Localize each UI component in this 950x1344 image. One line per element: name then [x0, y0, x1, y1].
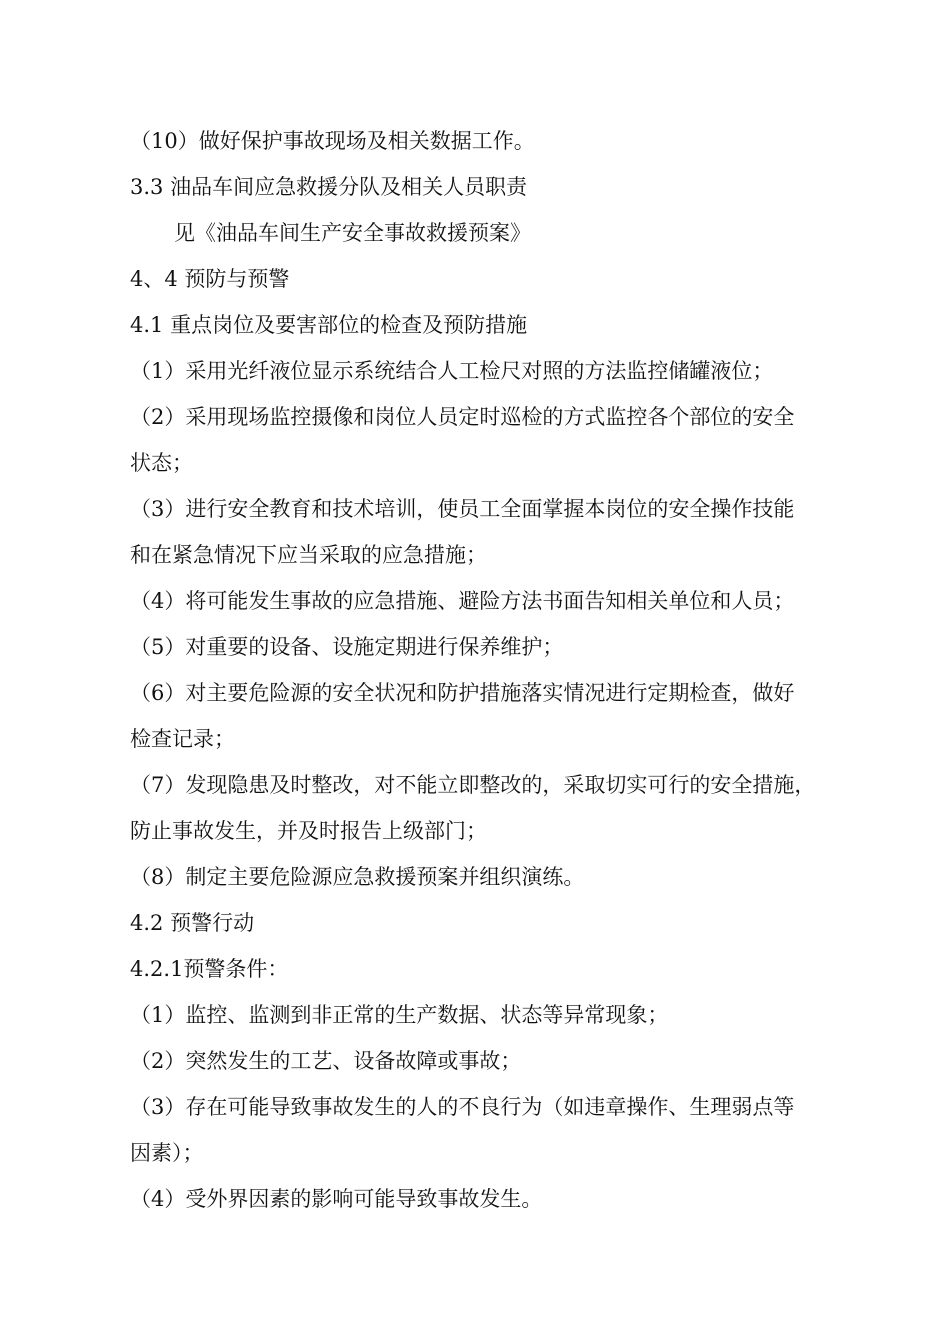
text-line: （1）监控、监测到非正常的生产数据、状态等异常现象；: [130, 1003, 669, 1027]
text-line: 见《油品车间生产安全事故救援预案》: [174, 221, 531, 245]
text-line: （8）制定主要危险源应急救援预案并组织演练。: [130, 865, 585, 889]
text-line: （3）存在可能导致事故发生的人的不良行为（如违章操作、生理弱点等: [130, 1095, 795, 1119]
section-heading: 4.1 重点岗位及要害部位的检查及预防措施: [130, 313, 528, 337]
text-line: 因素）；: [130, 1141, 204, 1165]
text-line: 和在紧急情况下应当采取的应急措施；: [130, 543, 487, 567]
section-heading: 4、4 预防与预警: [130, 267, 290, 291]
text-line: （2）采用现场监控摄像和岗位人员定时巡检的方式监控各个部位的安全: [130, 405, 795, 429]
section-heading: 4.2.1预警条件：: [130, 957, 289, 981]
text-line: 检查记录；: [130, 727, 235, 751]
document-body: [130, 118, 840, 1222]
text-line: 防止事故发生，并及时报告上级部门；: [130, 819, 487, 843]
text-line: （6）对主要危险源的安全状况和防护措施落实情况进行定期检查，做好: [130, 681, 795, 705]
text-line: （4）将可能发生事故的应急措施、避险方法书面告知相关单位和人员；: [130, 589, 795, 613]
text-line: （7）发现隐患及时整改，对不能立即整改的，采取切实可行的安全措施，: [130, 773, 816, 797]
text-line: （4）受外界因素的影响可能导致事故发生。: [130, 1187, 543, 1211]
text-line: （1）采用光纤液位显示系统结合人工检尺对照的方法监控储罐液位；: [130, 359, 774, 383]
section-heading: 4.2 预警行动: [130, 911, 255, 935]
text-line: （5）对重要的设备、设施定期进行保养维护；: [130, 635, 564, 659]
text-line: 状态；: [130, 451, 193, 475]
text-line: （10）做好保护事故现场及相关数据工作。: [130, 129, 535, 153]
text-line: （2）突然发生的工艺、设备故障或事故；: [130, 1049, 522, 1073]
section-heading: 3.3 油品车间应急救援分队及相关人员职责: [130, 175, 528, 199]
text-line: （3）进行安全教育和技术培训，使员工全面掌握本岗位的安全操作技能: [130, 497, 795, 521]
